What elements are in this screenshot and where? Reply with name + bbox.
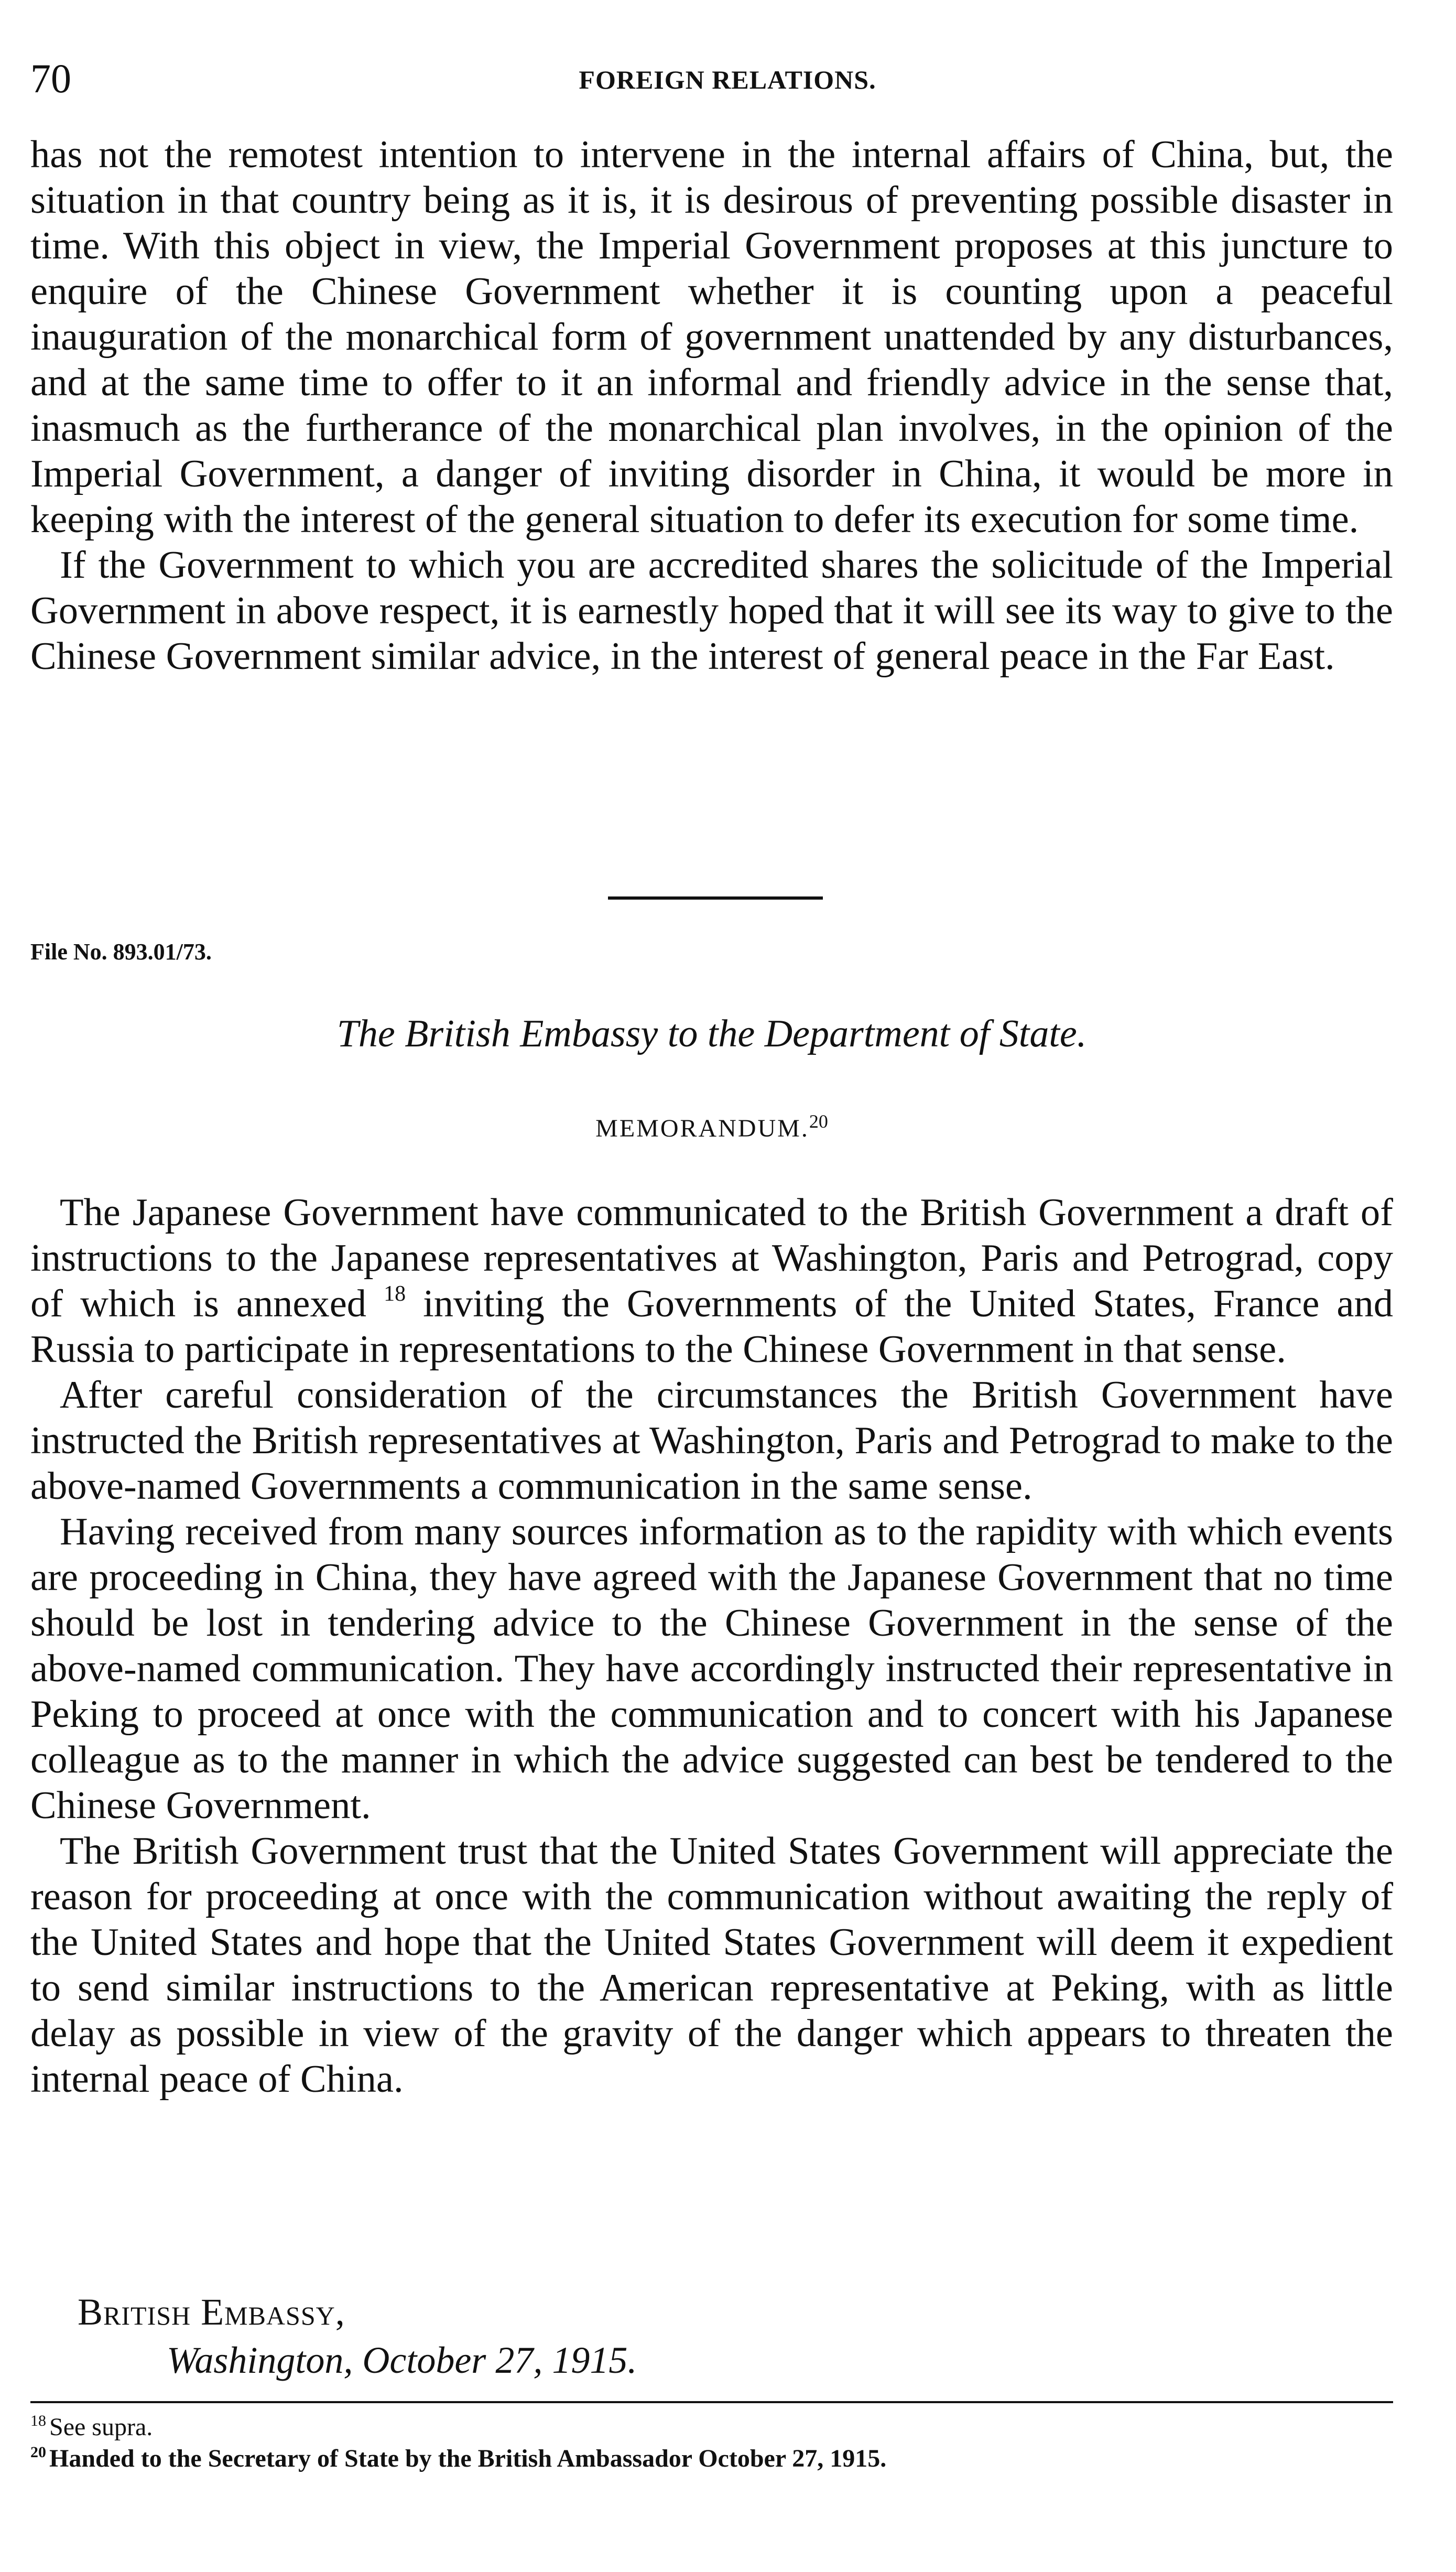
- intro-paragraph: If the Government to which you are accredited shares the solicitude of the Imperial Government in above respect, it is earnestly hoped that it will see its way to give to the Chinese Government similar advice, in the interest of general peace in the Far East.: [30, 544, 1393, 678]
- memo-paragraph: Having received from many sources information as to the rapidity with which events are proceeding in China, they have agreed with the Japanese Government that no time should be lost in tendering advice to the Chinese Government in the sense of the above-named communication. They have accordingly instructed their representative in Peking to proceed at once with the communication and to concert with his Japanese colleague as to the manner in which the advice suggested can best be tendered to the Chinese Government.: [30, 1510, 1393, 1827]
- memorandum-heading-label: MEMORANDUM.: [595, 1115, 809, 1142]
- running-head: [30, 52, 1393, 110]
- memo-paragraph: After careful consideration of the circumstances the British Government have instructed the British representatives at Washington, Paris and Petrograd to make to the above-named Governments a communication in the same sense.: [30, 1374, 1393, 1508]
- intro-text-block: [30, 132, 1393, 679]
- running-title: FOREIGN RELATIONS.: [579, 65, 876, 94]
- signature-place-date: Washington, October 27, 1915.: [167, 2339, 637, 2381]
- section-divider: [608, 896, 823, 900]
- memo-paragraph: [30, 1190, 1393, 1373]
- footnote: [30, 2412, 1393, 2443]
- footnote-number: 18: [30, 2412, 46, 2429]
- footnote: [30, 2443, 1393, 2474]
- memo-paragraph: The British Government trust that the United States Government will appreciate the reason for proceeding at once with the communication without awaiting the reply of the United States and hope that the United States Government will deem it expedient to send similar instructions to the American representative at Peking, with as little delay as possible in view of the gravity of the danger which appears to threaten the internal peace of China.: [30, 1830, 1393, 2101]
- footnote-text: See supra.: [49, 2413, 153, 2441]
- memorandum-body: [30, 1190, 1393, 2102]
- signature-embassy: British Embassy,: [78, 2291, 345, 2333]
- footnote-number: 20: [30, 2444, 46, 2461]
- memorandum-heading: [30, 1103, 1393, 1147]
- memo-paragraph-text: The Japanese Government have communicated to the British Government a draft of instructions to the Japanese representatives at Washington, Paris and Petrograd, copy of which is annexed: [30, 1191, 1393, 1325]
- footnote-reference: 20: [809, 1111, 828, 1132]
- intro-paragraph: has not the remotest intention to intervene in the internal affairs of China, but, the situation in that country being as it is, it is desirous of preventing possible disaster in time. With this object in view, the Imperial Government proposes at this juncture to enquire of the Chinese Government whether it is counting upon a peaceful inauguration of the monarchical form of government unattended by any disturbances, and at the same time to offer to it an informal and friendly advice in the sense that, inasmuch as the furtherance of the monarchical plan involves, in the opinion of the Imperial Government, a danger of inviting disorder in China, it would be more in keeping with the interest of the general situation to defer its execution for some time.: [30, 133, 1393, 541]
- footnote-divider: [30, 2401, 1393, 2403]
- page-number: 70: [30, 56, 71, 101]
- footnotes: [30, 2412, 1393, 2474]
- signature-block: [78, 2288, 637, 2384]
- file-number: File No. 893.01/73.: [30, 939, 212, 965]
- footnote-reference: 18: [384, 1282, 406, 1306]
- memo-paragraph-text: inviting the Governments of the United States, France and Russia to participate in representations to the Chinese Government in that sense.: [30, 1282, 1393, 1371]
- footnote-text: Handed to the Secretary of State by the British Ambassador October 27, 1915.: [49, 2445, 887, 2472]
- document-title: The British Embassy to the Department of State.: [336, 1012, 1087, 1055]
